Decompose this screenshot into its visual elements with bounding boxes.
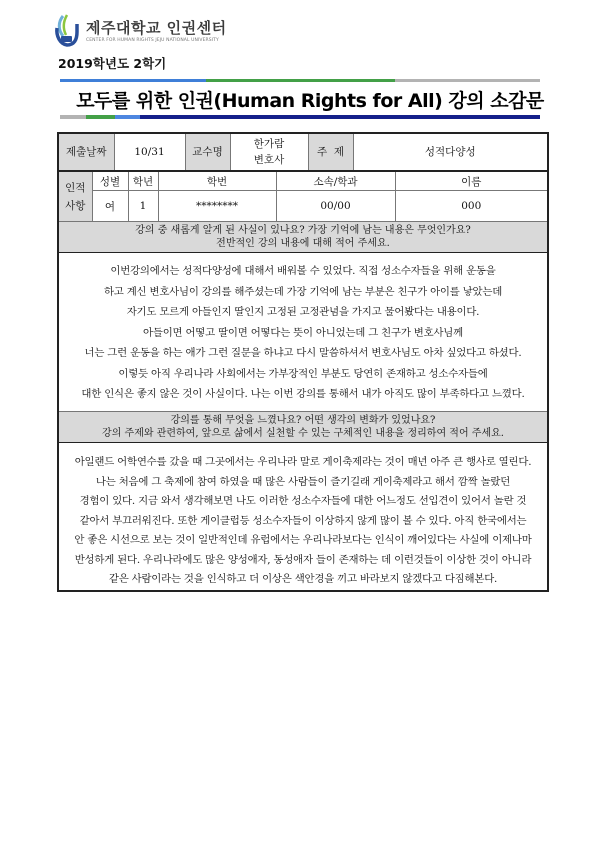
personal-header-row: [58, 171, 548, 191]
personal-info-table: [57, 170, 549, 592]
professor-name: 한가람: [253, 138, 285, 150]
answer-2-line: 경험이 있다. 지금 와서 생각해보면 나도 이러한 성소수자들에 대한 어느정도 선입견이 있어서 놀란 것: [79, 495, 527, 507]
answer-2-line: 나는 처음에 그 축제에 참여 하였을 때 많은 사람들이 즐기길래 게이축제라고 해서 깜짝 놀랐던: [95, 475, 511, 488]
submit-date-label: 제출날짜: [58, 133, 114, 171]
question-2-prompt-line2: 강의 주제와 관련하여, 앞으로 삶에서 실천할 수 있는 구체적인 내용을 정리하여 적어 주세요.: [102, 428, 504, 439]
name-header: 이름: [395, 171, 548, 191]
answer-2-line: 안 좋은 시선으로 보는 것이 일반적인데 유럽에서는 우리나라보다는 인식이 깨어있다는 사실에 이제나마: [74, 534, 532, 546]
personal-section-label-line1: 인적: [65, 181, 86, 194]
professor-title: 변호사: [253, 154, 285, 166]
name-value: 000: [395, 191, 548, 222]
answer-1-row: [58, 253, 548, 412]
question-1-prompt-line2: 전반적인 강의 내용에 대해 적어 주세요.: [216, 238, 390, 249]
logo-subtitle: CENTER FOR HUMAN RIGHTS JEJU NATIONAL UNIVERSITY: [86, 38, 219, 43]
answer-1-line: 이번강의에서는 성적다양성에 대해서 배워볼 수 있었다. 직접 성소수자들을 위해 운동을: [110, 265, 496, 277]
department-header: 소속/학과: [276, 171, 395, 191]
stripe-segment-blue: [115, 115, 140, 119]
question-1-prompt-line1: 강의 중 새롭게 알게 된 사실이 있나요? 가장 기억에 남는 내용은 무엇인가요?: [135, 225, 471, 236]
professor-value: [230, 133, 308, 171]
topic-value: 성적다양성: [353, 133, 548, 171]
topic-label: 주 제: [308, 133, 353, 171]
answer-2-line: 반성하게 된다. 우리나라에도 많은 양성애자, 동성애자 들이 존재하는 데 이런것들이 이상한 것이 아니라: [74, 553, 532, 566]
department-value: 00/00: [276, 191, 395, 222]
lecture-meta-table: [57, 132, 549, 172]
answer-1-line: 대한 인식은 좋지 않은 것이 사실이다. 나는 이번 강의를 통해서 내가 아직도 많이 부족하다고 느꼈다.: [81, 388, 525, 400]
student-id-header: 학번: [158, 171, 276, 191]
answer-2-line: 아일랜드 어학연수를 갔을 때 그곳에서는 우리나라 말로 게이축제라는 것이 매년 아주 큰 행사로 열린다.: [74, 456, 532, 468]
document-title: 모두를 위한 인권(Human Rights for All) 강의 소감문: [76, 90, 544, 112]
professor-label: 교수명: [185, 133, 230, 171]
semester-label: 2019학년도 2학기: [58, 56, 167, 71]
grade-value: 1: [128, 191, 158, 222]
question-2-row: [58, 412, 548, 443]
answer-1-line: 너는 그런 운동을 하는 애가 그런 질문을 하냐고 다시 말씀하셔서 변호사님도 아차 싶었다고 하셨다.: [84, 347, 522, 359]
personal-section-label: [58, 171, 92, 222]
title-top-stripe: [60, 79, 540, 82]
title-bottom-stripe: [60, 115, 540, 119]
stripe-segment-navy: [140, 115, 540, 119]
student-id-value: ********: [158, 191, 276, 222]
gender-header: 성별: [92, 171, 128, 191]
answer-2-line: 같아서 부끄러워진다. 또한 게이클럽등 성소수자들이 이상하지 않게 많이 볼 수 있다. 아직 한국에서는: [79, 514, 527, 527]
grade-header: 학년: [128, 171, 158, 191]
submit-date-value: 10/31: [114, 133, 185, 171]
answer-2-text: [58, 443, 548, 591]
human-rights-center-emblem-icon: [54, 14, 80, 48]
answer-1-line: 자기도 모르게 아들인지 딸인지 고정된 고정관념을 가지고 물어봤다는 내용이다.: [126, 306, 480, 318]
answer-2-row: [58, 443, 548, 591]
question-2-prompt: [58, 412, 548, 443]
question-1-row: [58, 222, 548, 253]
university-logo: [54, 14, 314, 50]
stripe-segment-gray: [395, 79, 540, 82]
answer-1-line: 이렇듯 아직 우리나라 사회에서는 가부장적인 부분도 당연히 존재하고 성소수자들에: [118, 367, 488, 380]
answer-1-line: 아들이면 어떻고 딸이면 어떻다는 뜻이 아니었는데 그 친구가 변호사님께: [143, 326, 463, 339]
personal-section-label-line2: 사항: [65, 199, 86, 212]
gender-value: 여: [92, 191, 128, 222]
answer-1-text: [58, 253, 548, 412]
stripe-segment-blue: [60, 79, 206, 82]
stripe-segment-green: [86, 115, 115, 119]
question-2-prompt-line1: 강의를 통해 무엇을 느꼈나요? 어떤 생각의 변화가 있었나요?: [170, 415, 436, 426]
stripe-segment-gray: [60, 115, 86, 119]
logo-title: 제주대학교 인권센터: [86, 19, 227, 37]
meta-row: [58, 133, 548, 171]
answer-1-line: 하고 계신 변호사님이 강의를 해주셨는데 가장 기억에 남는 부분은 친구가 아이를 낳았는데: [103, 285, 503, 298]
answer-2-line: 같은 사람이라는 것을 인식하고 더 이상은 색안경을 끼고 바라보지 않겠다고 다짐해본다.: [108, 573, 498, 585]
question-1-prompt: [58, 222, 548, 253]
stripe-segment-green: [206, 79, 395, 82]
personal-value-row: [58, 191, 548, 222]
